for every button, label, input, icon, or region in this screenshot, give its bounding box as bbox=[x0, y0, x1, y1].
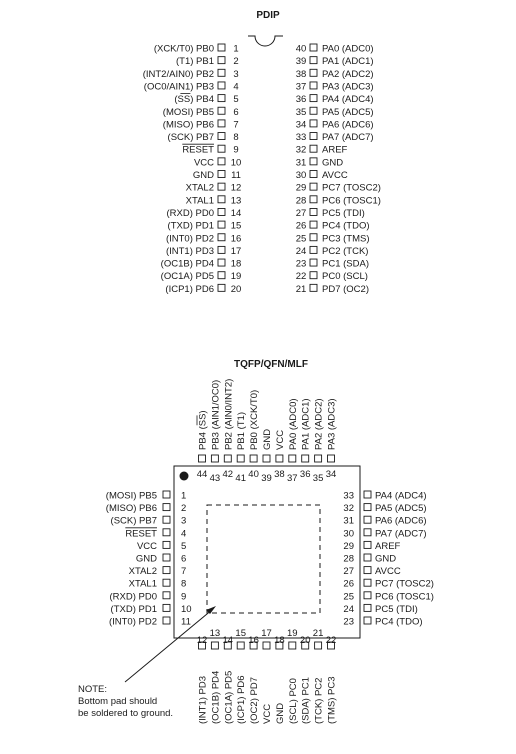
note-title: NOTE: bbox=[78, 684, 108, 695]
pdip-pin-35 bbox=[310, 107, 317, 114]
tqfp-pin-43 bbox=[211, 455, 218, 462]
pdip-pin-label: PC1 (SDA) bbox=[322, 258, 369, 270]
tqfp-pin-36 bbox=[302, 455, 309, 462]
pdip-pin-label: (SCK) PB7 bbox=[167, 132, 214, 144]
pdip-pin-30 bbox=[310, 171, 317, 178]
tqfp-pin-number: 21 bbox=[312, 628, 324, 639]
pdip-pin-label: PA1 (ADC1) bbox=[322, 56, 374, 68]
pdip-pin-15 bbox=[218, 221, 225, 228]
pdip-pin-label: (T1) PB1 bbox=[175, 56, 214, 68]
tqfp-pin-number: 23 bbox=[343, 616, 354, 628]
tqfp-pin-number: 31 bbox=[343, 515, 354, 527]
tqfp-pin-number: 44 bbox=[196, 469, 208, 480]
tqfp-pin-label: PC5 (TDI) bbox=[375, 603, 418, 615]
tqfp-pin-label: PA6 (ADC6) bbox=[375, 515, 427, 527]
pdip-pin-label: PA5 (ADC5) bbox=[322, 106, 374, 118]
pdip-pin-33 bbox=[310, 133, 317, 140]
pdip-pin-label: VCC bbox=[193, 157, 214, 169]
tqfp-pin-label: XTAL1 bbox=[128, 578, 157, 590]
tqfp-pin-25 bbox=[364, 592, 371, 599]
pdip-pin-number: 32 bbox=[295, 144, 307, 156]
tqfp-pin-number: 24 bbox=[343, 603, 354, 615]
tqfp-pin-32 bbox=[364, 504, 371, 511]
pdip-pin-label: PA6 (ADC6) bbox=[322, 119, 374, 131]
tqfp-pin-label: VCC bbox=[274, 429, 286, 450]
pdip-pin-label: PC7 (TOSC2) bbox=[322, 182, 381, 194]
tqfp-pin-label: (SCL) PC0 bbox=[287, 678, 299, 724]
tqfp-pin-33 bbox=[364, 491, 371, 498]
pdip-pin-number: 17 bbox=[230, 245, 242, 257]
tqfp-pin-13 bbox=[211, 642, 218, 649]
tqfp-pin-10 bbox=[163, 604, 170, 611]
pdip-pin-25 bbox=[310, 234, 317, 241]
pdip-pin-7 bbox=[218, 120, 225, 127]
pdip-pin-number: 19 bbox=[230, 271, 242, 283]
pdip-pin-4 bbox=[218, 82, 225, 89]
tqfp-pin-7 bbox=[163, 567, 170, 574]
tqfp-pin-label: (OC1B) PD4 bbox=[210, 670, 222, 724]
tqfp-pin-27 bbox=[364, 567, 371, 574]
tqfp-pin-29 bbox=[364, 541, 371, 548]
pdip-pin-number: 26 bbox=[295, 220, 307, 232]
tqfp-pin-label: (RXD) PD0 bbox=[109, 591, 157, 603]
tqfp-pin-number: 42 bbox=[222, 469, 234, 480]
tqfp-pin-label: GND bbox=[262, 428, 273, 450]
pdip-pin-label: (INT2/AIN0) PB2 bbox=[142, 68, 214, 80]
pdip-pin-20 bbox=[218, 284, 225, 291]
tqfp-pin-number: 22 bbox=[325, 635, 337, 646]
pdip-pin-21 bbox=[310, 284, 317, 291]
pdip-pin-number: 38 bbox=[295, 68, 307, 80]
tqfp-pin-21 bbox=[315, 642, 322, 649]
tqfp-pin-41 bbox=[237, 455, 244, 462]
pdip-pin-number: 24 bbox=[295, 245, 307, 257]
tqfp-pin-label: PA1 (ADC1) bbox=[300, 398, 312, 450]
pdip-pin-label: PC5 (TDI) bbox=[322, 207, 365, 219]
pdip-pin-28 bbox=[310, 196, 317, 203]
tqfp-pin-40 bbox=[250, 455, 257, 462]
pdip-pin-label: GND bbox=[322, 157, 344, 169]
pdip-pin-number: 40 bbox=[295, 43, 307, 55]
pdip-pin-number: 36 bbox=[295, 94, 307, 106]
pdip-pin-6 bbox=[218, 107, 225, 114]
pdip-pin-24 bbox=[310, 246, 317, 253]
tqfp-pin-number: 38 bbox=[274, 469, 285, 480]
tqfp-pin-label: GND bbox=[274, 702, 286, 724]
tqfp-pin-1 bbox=[163, 491, 170, 498]
pdip-pin-label: (OC0/AIN1) PB3 bbox=[143, 81, 214, 93]
tqfp-pin-number: 36 bbox=[299, 469, 311, 480]
pdip-pin-number: 2 bbox=[233, 56, 239, 68]
tqfp-pin-label: PA2 (ADC2) bbox=[313, 398, 325, 450]
pdip-pin-38 bbox=[310, 69, 317, 76]
tqfp-pin-34 bbox=[328, 455, 335, 462]
pdip-pin-label: (ICP1) PD6 bbox=[165, 283, 214, 295]
tqfp-pin-number: 37 bbox=[287, 473, 298, 484]
pdip-pins bbox=[143, 44, 381, 295]
pdip-pin-label: PD7 (OC2) bbox=[322, 283, 369, 295]
pdip-pin-number: 30 bbox=[295, 170, 307, 181]
tqfp-pin-label: (TMS) PC3 bbox=[326, 676, 338, 724]
tqfp-pin-label: (INT0) PD2 bbox=[108, 616, 157, 628]
tqfp-pin-2 bbox=[163, 504, 170, 511]
pdip-pin-number: 9 bbox=[233, 144, 239, 156]
pdip-package-outline bbox=[248, 36, 283, 46]
tqfp-pin-label: PB0 (XCK/T0) bbox=[249, 389, 261, 450]
pdip-pin-number: 18 bbox=[230, 258, 242, 270]
tqfp-pin-label: PA7 (ADC7) bbox=[375, 528, 427, 540]
pdip-title: PDIP bbox=[256, 10, 280, 21]
pdip-pin-number: 34 bbox=[295, 119, 307, 131]
pdip-pin-number: 28 bbox=[295, 195, 307, 207]
pdip-pin-label: XTAL2 bbox=[185, 182, 214, 194]
pdip-pin-9 bbox=[218, 145, 225, 152]
pdip-pin-8 bbox=[218, 133, 225, 140]
tqfp-pin-30 bbox=[364, 529, 371, 536]
pdip-pin-number: 3 bbox=[233, 68, 239, 80]
tqfp-pin-23 bbox=[364, 617, 371, 624]
tqfp-pin-label: PC7 (TOSC2) bbox=[375, 578, 434, 590]
tqfp-pin-label: XTAL2 bbox=[128, 566, 157, 578]
tqfp-pin-label: PA3 (ADC3) bbox=[326, 398, 338, 450]
tqfp-pin-number: 3 bbox=[181, 515, 187, 527]
pdip-pin-number: 13 bbox=[230, 195, 242, 207]
tqfp-pin-number: 16 bbox=[248, 635, 259, 646]
tqfp-pin-38 bbox=[276, 455, 283, 462]
tqfp-pin-19 bbox=[289, 642, 296, 649]
tqfp-pin-number: 5 bbox=[181, 540, 187, 552]
tqfp-pin-5 bbox=[163, 541, 170, 548]
tqfp-pin-31 bbox=[364, 516, 371, 523]
pdip-pin-label: PA4 (ADC4) bbox=[322, 94, 374, 106]
tqfp-pin-number: 41 bbox=[235, 473, 246, 484]
pdip-pin-number: 6 bbox=[233, 106, 239, 118]
tqfp-pin-label: (MOSI) PB5 bbox=[105, 490, 157, 502]
pdip-pin-label: (OC1B) PD4 bbox=[160, 258, 214, 270]
pdip-pin-number: 16 bbox=[230, 233, 242, 245]
tqfp-title: TQFP/QFN/MLF bbox=[234, 359, 308, 370]
tqfp-pin-8 bbox=[163, 579, 170, 586]
pdip-pin-label: AVCC bbox=[322, 170, 348, 181]
pdip-pin-39 bbox=[310, 57, 317, 64]
tqfp-pin-number: 1 bbox=[181, 490, 187, 502]
tqfp-pins bbox=[106, 379, 434, 724]
pdip-pin-11 bbox=[218, 171, 225, 178]
pdip-pin-14 bbox=[218, 208, 225, 215]
tqfp-pin-label: PB3 (AIN1/OC0) bbox=[210, 379, 222, 450]
pdip-pin-1 bbox=[218, 44, 225, 51]
tqfp-pin-15 bbox=[237, 642, 244, 649]
pdip-pin-29 bbox=[310, 183, 317, 190]
tqfp-pin-number: 28 bbox=[343, 553, 354, 565]
pdip-pin-label: PA7 (ADC7) bbox=[322, 132, 374, 144]
pdip-pin-19 bbox=[218, 272, 225, 279]
pdip-pin-number: 1 bbox=[233, 43, 239, 55]
pdip-pin-label: (INT1) PD3 bbox=[165, 245, 214, 257]
tqfp-pin-number: 12 bbox=[196, 635, 208, 646]
tqfp-pin-label: (INT1) PD3 bbox=[197, 675, 209, 724]
tqfp-pin-3 bbox=[163, 516, 170, 523]
pdip-pin-32 bbox=[310, 145, 317, 152]
pdip-pin-label: (MISO) PB6 bbox=[162, 119, 214, 131]
tqfp-pin-number: 20 bbox=[299, 635, 311, 646]
tqfp-pin-label: RESET bbox=[125, 528, 157, 540]
tqfp-pin-label: VCC bbox=[262, 703, 273, 724]
tqfp-pin-label: (MISO) PB6 bbox=[105, 503, 157, 515]
tqfp-pin-number: 9 bbox=[181, 591, 187, 603]
pdip-pin-number: 4 bbox=[233, 81, 239, 93]
pdip-pin-number: 23 bbox=[295, 258, 307, 270]
pdip-pin-label: PC2 (TCK) bbox=[322, 245, 369, 257]
tqfp-pin-number: 34 bbox=[325, 469, 337, 480]
tqfp-pin-11 bbox=[163, 617, 170, 624]
pdip-pin-number: 39 bbox=[295, 56, 307, 68]
pdip-pin-13 bbox=[218, 196, 225, 203]
pdip-pin-12 bbox=[218, 183, 225, 190]
tqfp-pin-label: (OC1A) PD5 bbox=[223, 670, 235, 724]
pdip-pin-label: PA2 (ADC2) bbox=[322, 68, 374, 80]
pdip-pin-number: 21 bbox=[295, 283, 307, 295]
tqfp-pin-number: 4 bbox=[181, 528, 187, 540]
pdip-pin-40 bbox=[310, 44, 317, 51]
pin1-indicator-dot bbox=[180, 472, 189, 481]
pdip-pin-label: PC0 (SCL) bbox=[322, 271, 368, 283]
pdip-pin-number: 12 bbox=[230, 182, 242, 194]
pdip-pin-18 bbox=[218, 259, 225, 266]
pdip-pin-label: GND bbox=[192, 170, 214, 181]
pdip-pin-label: PA3 (ADC3) bbox=[322, 81, 374, 93]
pdip-pin-number: 7 bbox=[233, 119, 239, 131]
tqfp-pin-28 bbox=[364, 554, 371, 561]
pdip-pin-number: 14 bbox=[230, 207, 242, 219]
pdip-pin-number: 15 bbox=[230, 220, 242, 232]
tqfp-pin-number: 32 bbox=[343, 503, 354, 515]
tqfp-pin-label: GND bbox=[375, 553, 397, 565]
tqfp-pin-9 bbox=[163, 592, 170, 599]
pdip-pin-label: (TXD) PD1 bbox=[167, 220, 214, 232]
pdip-pin-label: (SS) PB4 bbox=[174, 94, 214, 106]
pdip-pin-label: (OC1A) PD5 bbox=[160, 271, 214, 283]
pdip-pin-label: AREF bbox=[322, 144, 348, 156]
tqfp-pin-number: 27 bbox=[343, 566, 354, 578]
pdip-pin-number: 8 bbox=[233, 132, 239, 144]
note-line-1: Bottom pad should bbox=[78, 696, 158, 707]
tqfp-pin-4 bbox=[163, 529, 170, 536]
pdip-pin-number: 29 bbox=[295, 182, 307, 194]
tqfp-pin-42 bbox=[224, 455, 231, 462]
tqfp-pin-label: (SCK) PB7 bbox=[110, 515, 157, 527]
tqfp-package-body bbox=[174, 466, 360, 638]
tqfp-pin-number: 13 bbox=[209, 628, 221, 639]
pdip-pin-number: 37 bbox=[295, 81, 307, 93]
pdip-pin-number: 11 bbox=[231, 170, 241, 181]
pdip-pin-3 bbox=[218, 69, 225, 76]
pdip-pin-number: 20 bbox=[230, 283, 242, 295]
tqfp-pin-label: PA0 (ADC0) bbox=[287, 398, 299, 450]
pdip-pin-31 bbox=[310, 158, 317, 165]
tqfp-pin-number: 25 bbox=[343, 591, 354, 603]
tqfp-pin-number: 15 bbox=[235, 628, 246, 639]
pdip-pin-number: 25 bbox=[295, 233, 307, 245]
pdip-pin-17 bbox=[218, 246, 225, 253]
pdip-pin-number: 5 bbox=[233, 94, 239, 106]
tqfp-pin-label: (TCK) PC2 bbox=[313, 677, 325, 724]
tqfp-pin-number: 8 bbox=[181, 578, 187, 590]
pdip-pin-5 bbox=[218, 95, 225, 102]
tqfp-pin-label: (TXD) PD1 bbox=[110, 603, 157, 615]
tqfp-pin-26 bbox=[364, 579, 371, 586]
pdip-pin-36 bbox=[310, 95, 317, 102]
tqfp-pin-number: 7 bbox=[181, 566, 187, 578]
tqfp-pin-label: AREF bbox=[375, 540, 401, 552]
tqfp-pin-number: 2 bbox=[181, 503, 187, 515]
tqfp-pin-24 bbox=[364, 604, 371, 611]
tqfp-pin-number: 18 bbox=[274, 635, 285, 646]
tqfp-pin-label: PA5 (ADC5) bbox=[375, 503, 427, 515]
pdip-pin-2 bbox=[218, 57, 225, 64]
pdip-pin-37 bbox=[310, 82, 317, 89]
tqfp-pin-number: 30 bbox=[343, 528, 354, 540]
pdip-pin-34 bbox=[310, 120, 317, 127]
tqfp-pin-37 bbox=[289, 455, 296, 462]
tqfp-pin-number: 39 bbox=[261, 473, 272, 484]
tqfp-pin-number: 17 bbox=[261, 628, 272, 639]
tqfp-pin-44 bbox=[199, 455, 206, 462]
tqfp-pin-number: 26 bbox=[343, 578, 354, 590]
tqfp-pin-label: AVCC bbox=[375, 566, 401, 578]
tqfp-pin-number: 14 bbox=[222, 635, 234, 646]
pdip-pin-27 bbox=[310, 208, 317, 215]
tqfp-pin-label: PB1 (T1) bbox=[236, 411, 248, 450]
tqfp-pin-label: VCC bbox=[136, 540, 157, 552]
pdip-pin-number: 35 bbox=[295, 106, 307, 118]
pdip-pin-label: (RXD) PD0 bbox=[166, 207, 214, 219]
pdip-pin-16 bbox=[218, 234, 225, 241]
tqfp-pin-35 bbox=[315, 455, 322, 462]
tqfp-pin-39 bbox=[263, 455, 270, 462]
pdip-pin-number: 33 bbox=[295, 132, 307, 144]
pdip-pin-22 bbox=[310, 272, 317, 279]
pdip-pin-number: 31 bbox=[295, 157, 307, 169]
tqfp-pin-label: PB2 (AIN0/INT2) bbox=[223, 378, 235, 450]
pdip-pin-label: PC6 (TOSC1) bbox=[322, 195, 381, 207]
tqfp-pin-label: (ICP1) PD6 bbox=[236, 675, 248, 724]
tqfp-pin-label: (OC2) PD7 bbox=[249, 677, 261, 724]
tqfp-pin-17 bbox=[263, 642, 270, 649]
tqfp-pin-number: 33 bbox=[343, 490, 354, 502]
pdip-pin-label: PC4 (TDO) bbox=[322, 220, 370, 232]
tqfp-pin-number: 35 bbox=[312, 473, 324, 484]
tqfp-pin-label: PA4 (ADC4) bbox=[375, 490, 427, 502]
tqfp-pin-number: 40 bbox=[248, 469, 259, 480]
tqfp-pin-number: 29 bbox=[343, 540, 354, 552]
tqfp-pin-label: GND bbox=[135, 553, 157, 565]
pdip-pin-number: 27 bbox=[295, 207, 307, 219]
tqfp-pin-label: PB4 (SS) bbox=[197, 410, 209, 450]
pdip-pin-label: XTAL1 bbox=[185, 195, 214, 207]
pdip-pin-number: 10 bbox=[230, 157, 242, 169]
pdip-pin-23 bbox=[310, 259, 317, 266]
tqfp-pin-number: 11 bbox=[181, 616, 191, 628]
tqfp-pin-6 bbox=[163, 554, 170, 561]
pdip-pin-label: (MOSI) PB5 bbox=[162, 106, 214, 118]
tqfp-pin-number: 10 bbox=[181, 603, 192, 615]
tqfp-pin-number: 19 bbox=[287, 628, 298, 639]
tqfp-pin-number: 6 bbox=[181, 553, 187, 565]
note-line-2: be soldered to ground. bbox=[78, 708, 174, 719]
tqfp-pin-label: PC4 (TDO) bbox=[375, 616, 423, 628]
exposed-pad-outline bbox=[207, 505, 320, 613]
pdip-pin-10 bbox=[218, 158, 225, 165]
pdip-pin-label: RESET bbox=[182, 144, 214, 156]
pdip-pin-label: PC3 (TMS) bbox=[322, 233, 370, 245]
tqfp-pin-label: (SDA) PC1 bbox=[300, 677, 312, 724]
pdip-pin-label: (XCK/T0) PB0 bbox=[153, 43, 214, 55]
pdip-pin-label: (INT0) PD2 bbox=[165, 233, 214, 245]
tqfp-pin-label: PC6 (TOSC1) bbox=[375, 591, 434, 603]
pdip-pin-26 bbox=[310, 221, 317, 228]
pdip-pin-number: 22 bbox=[295, 271, 307, 283]
tqfp-pin-number: 43 bbox=[209, 473, 221, 484]
pdip-pin-label: PA0 (ADC0) bbox=[322, 43, 374, 55]
